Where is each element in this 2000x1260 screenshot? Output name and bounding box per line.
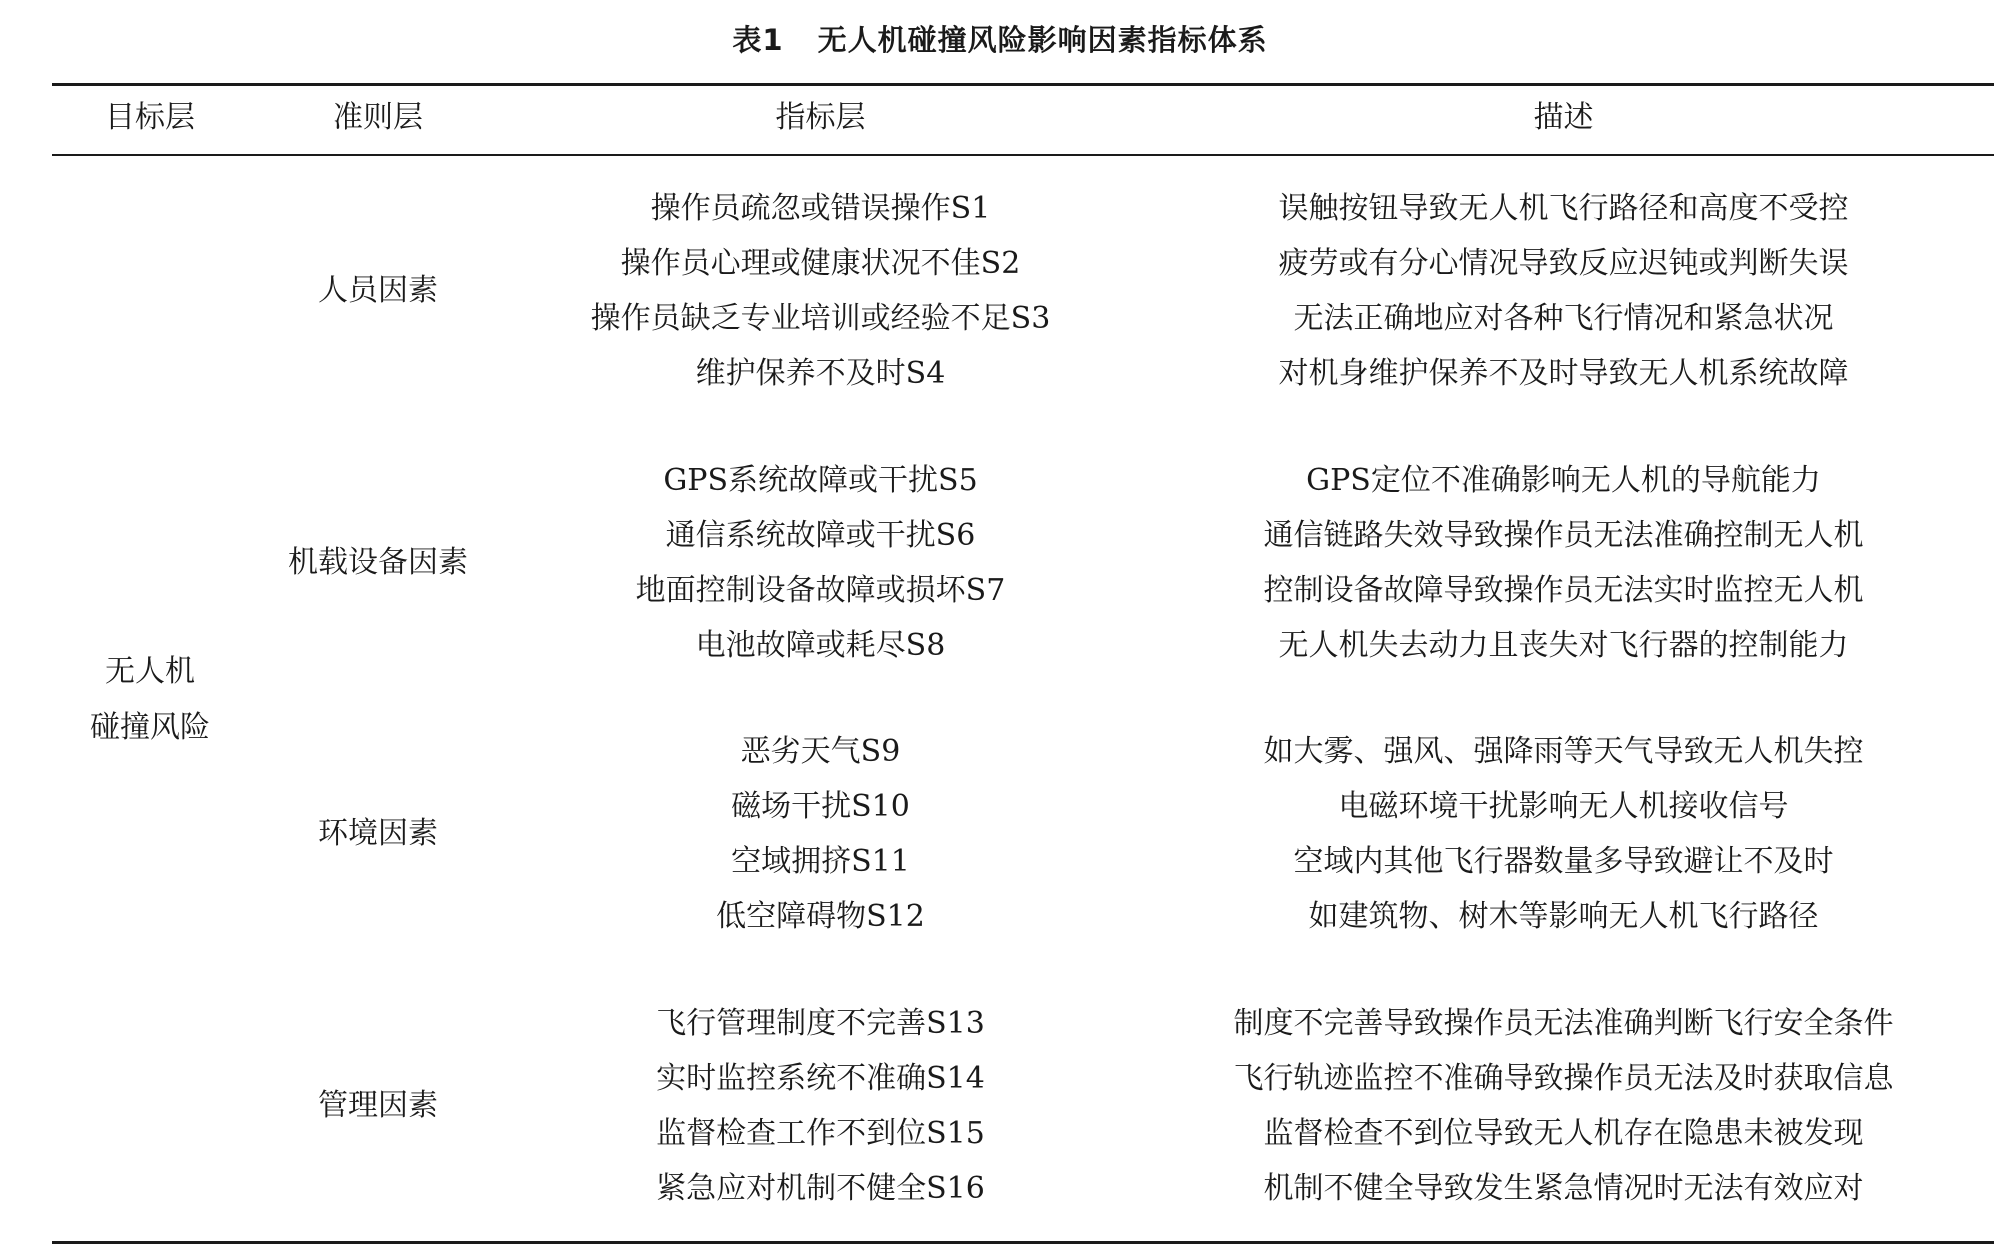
indicator-s2: 操作员心理或健康状况不佳S2 [620, 246, 1021, 281]
description-s12: 如建筑物、树木等影响无人机飞行路径 [1308, 899, 1819, 934]
description-s11: 空域内其他飞行器数量多导致避让不及时 [1293, 844, 1834, 879]
target-line-2: 碰撞风险 [90, 710, 210, 745]
indicator-s16: 紧急应对机制不健全S16 [656, 1171, 985, 1206]
header-indicator-layer: 指标层 [775, 100, 866, 135]
description-s10: 电磁环境干扰影响无人机接收信号 [1338, 789, 1789, 824]
indicator-s8: 电池故障或耗尽S8 [695, 628, 946, 663]
header-target-layer: 目标层 [105, 100, 195, 135]
description-s6: 通信链路失效导致操作员无法准确控制无人机 [1263, 518, 1864, 553]
description-s1: 误触按钮导致无人机飞行路径和高度不受控 [1278, 191, 1849, 226]
indicator-s5: GPS系统故障或干扰S5 [663, 463, 978, 498]
description-s8: 无人机失去动力且丧失对飞行器的控制能力 [1278, 628, 1849, 663]
description-s15: 监督检查不到位导致无人机存在隐患未被发现 [1263, 1116, 1864, 1151]
criterion-onboard-equipment: 机载设备因素 [288, 545, 468, 580]
indicator-s4: 维护保养不及时S4 [695, 356, 946, 391]
bottom-rule [52, 1241, 1994, 1244]
description-s5: GPS定位不准确影响无人机的导航能力 [1306, 463, 1821, 498]
table-number: 表1 [732, 23, 784, 57]
criterion-environment: 环境因素 [318, 816, 438, 851]
criterion-management: 管理因素 [318, 1088, 438, 1123]
indicator-s3: 操作员缺乏专业培训或经验不足S3 [590, 301, 1051, 336]
description-s13: 制度不完善导致操作员无法准确判断飞行安全条件 [1233, 1006, 1894, 1041]
description-s4: 对机身维护保养不及时导致无人机系统故障 [1278, 356, 1849, 391]
description-s9: 如大雾、强风、强降雨等天气导致无人机失控 [1263, 734, 1864, 769]
header-rule [52, 154, 1994, 156]
header-description: 描述 [1533, 100, 1594, 135]
indicator-s13: 飞行管理制度不完善S13 [656, 1006, 985, 1041]
header-criterion-layer: 准则层 [333, 100, 423, 135]
indicator-s1: 操作员疏忽或错误操作S1 [650, 191, 991, 226]
indicator-s15: 监督检查工作不到位S15 [656, 1116, 985, 1151]
description-s2: 疲劳或有分心情况导致反应迟钝或判断失误 [1278, 246, 1849, 281]
description-s7: 控制设备故障导致操作员无法实时监控无人机 [1263, 573, 1864, 608]
table-caption [0, 18, 2000, 59]
top-rule [52, 83, 1994, 86]
indicator-s6: 通信系统故障或干扰S6 [665, 518, 976, 553]
description-s14: 飞行轨迹监控不准确导致操作员无法及时获取信息 [1233, 1061, 1894, 1096]
target-line-1: 无人机 [105, 654, 195, 689]
indicator-s7: 地面控制设备故障或损坏S7 [635, 573, 1006, 608]
indicator-s11: 空域拥挤S11 [731, 844, 910, 879]
indicator-s9: 恶劣天气S9 [740, 734, 901, 769]
indicator-s12: 低空障碍物S12 [716, 899, 925, 934]
indicator-s10: 磁场干扰S10 [731, 789, 910, 824]
description-s16: 机制不健全导致发生紧急情况时无法有效应对 [1263, 1171, 1864, 1206]
criterion-personnel: 人员因素 [318, 273, 438, 308]
indicator-s14: 实时监控系统不准确S14 [656, 1061, 985, 1096]
table-title: 无人机碰撞风险影响因素指标体系 [817, 23, 1268, 57]
description-s3: 无法正确地应对各种飞行情况和紧急状况 [1293, 301, 1834, 336]
target-layer-cell [52, 644, 248, 756]
